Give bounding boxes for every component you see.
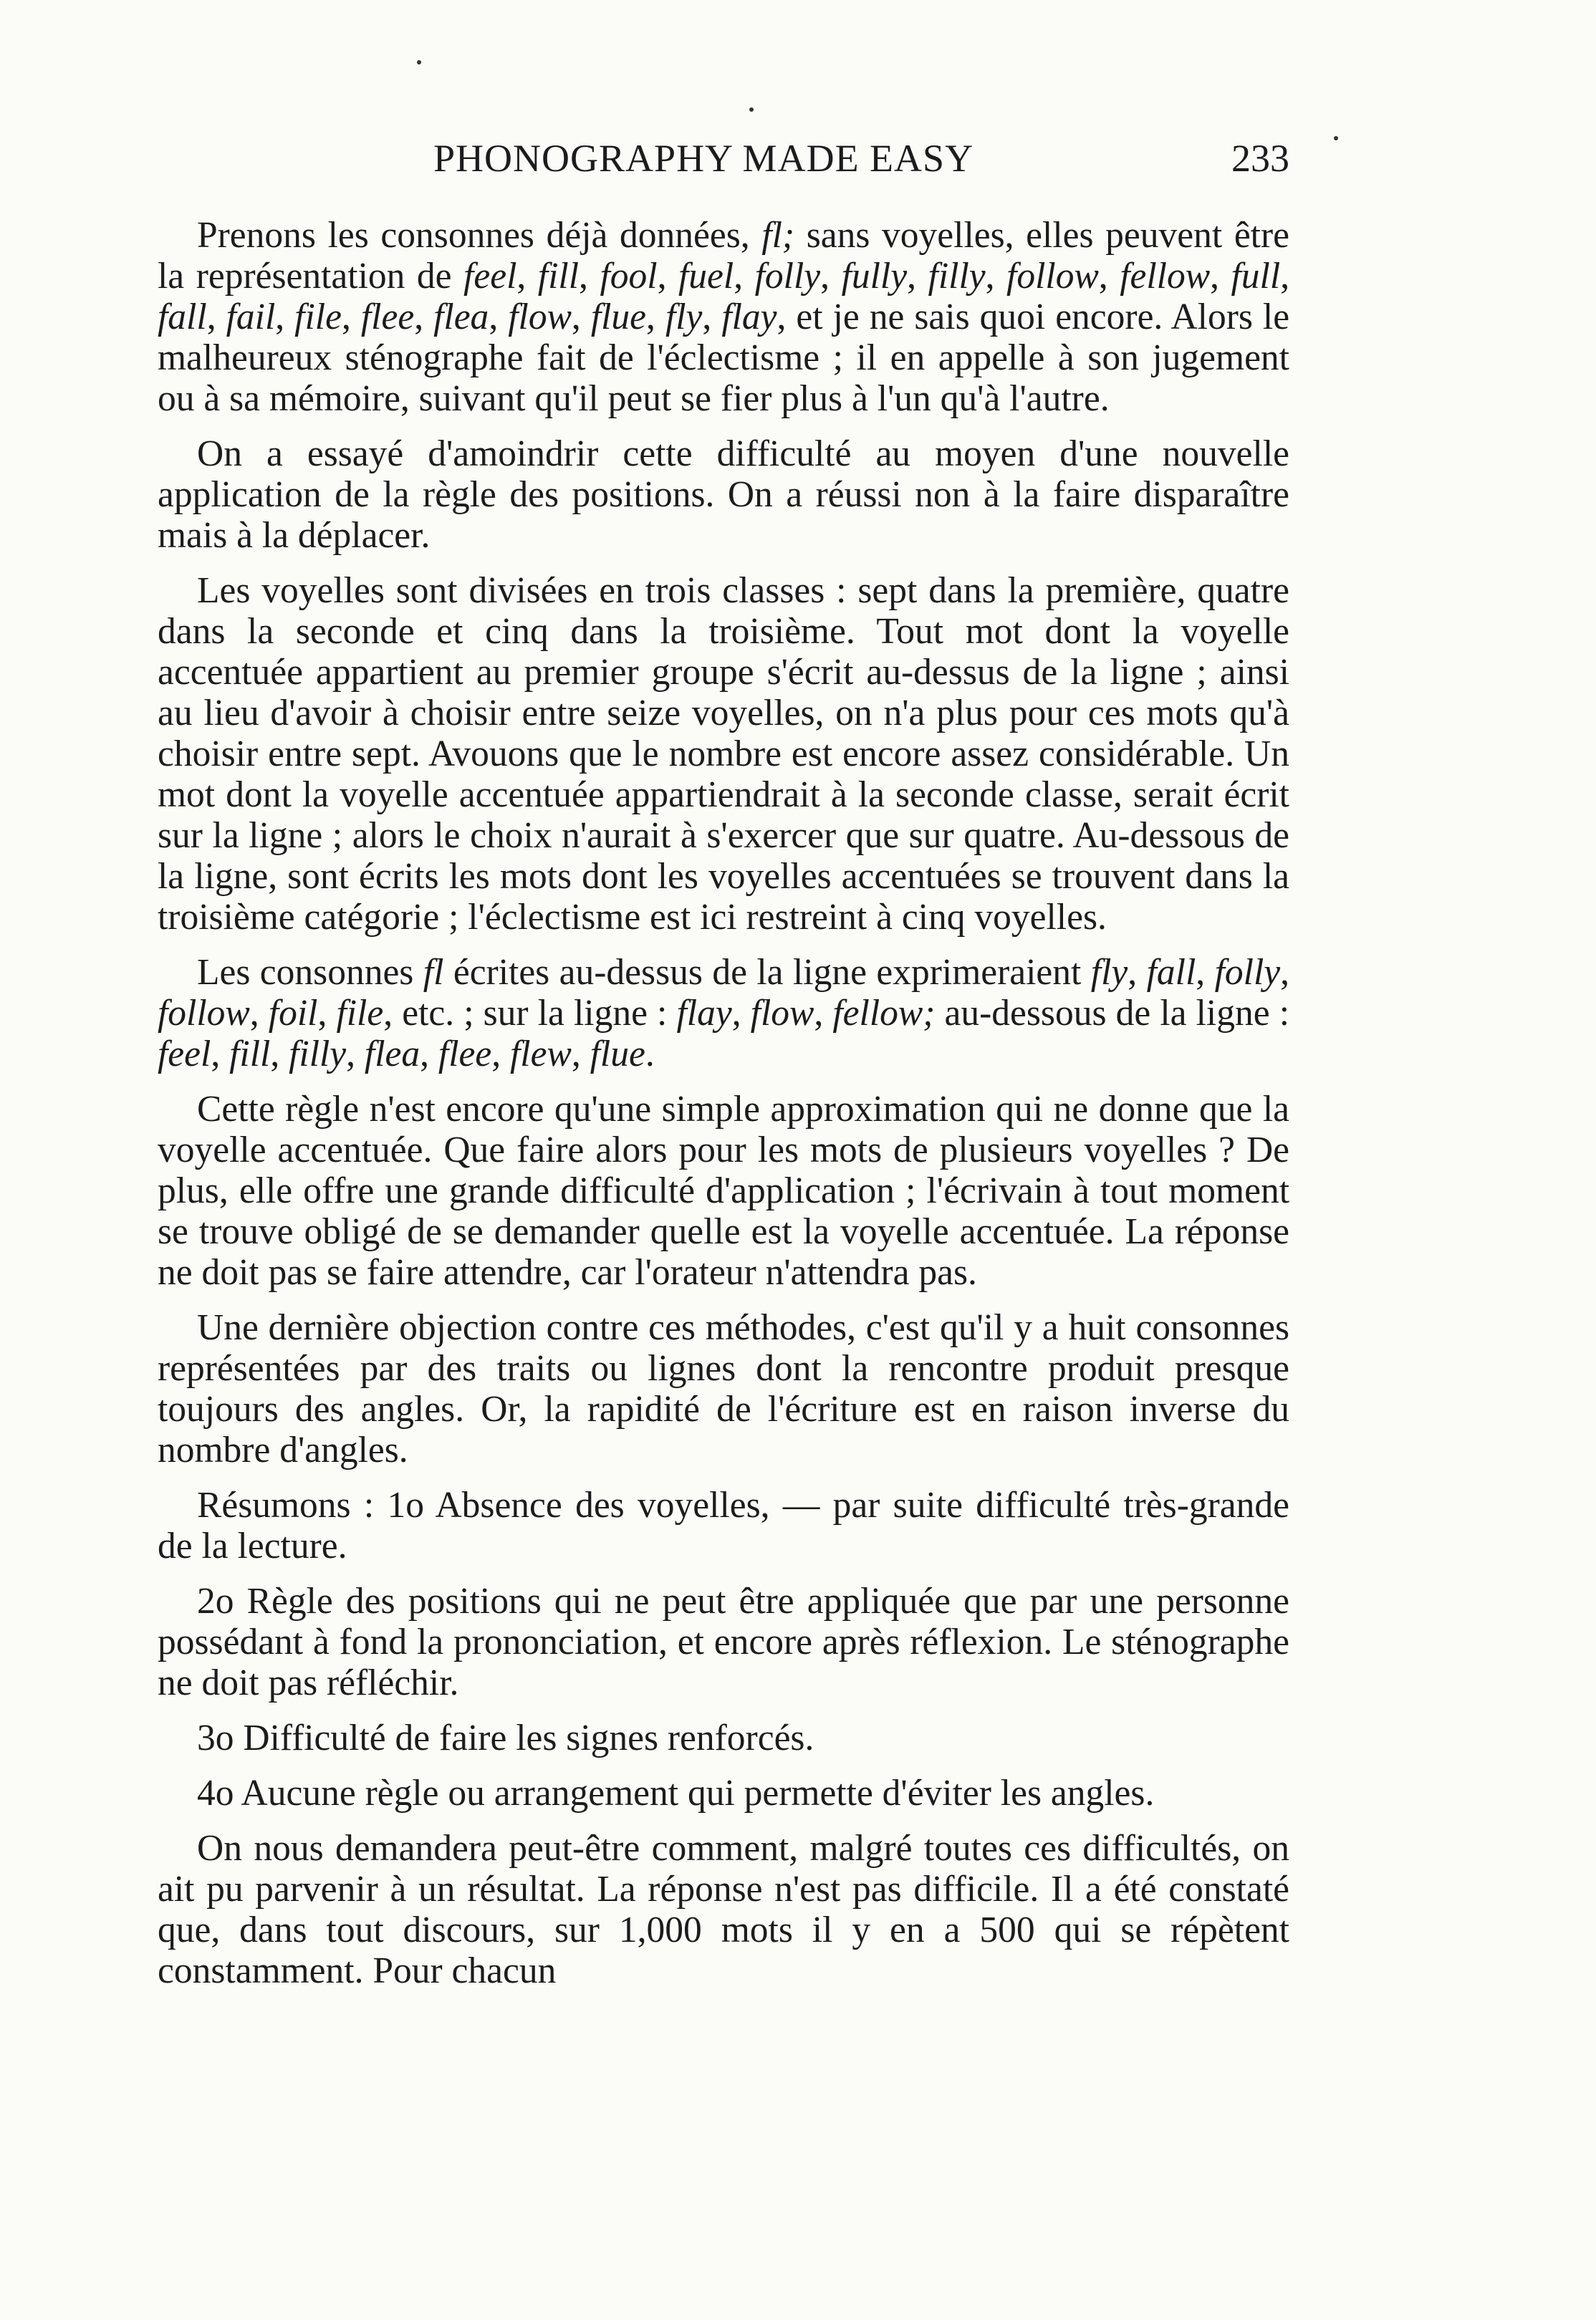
paragraph: On a essayé d'amoindrir cette difficulté au moyen d'une nouvelle application de la règle des positions. On a réussi non à la faire disparaître mais à la déplacer. (158, 433, 1289, 556)
print-speck (417, 60, 421, 64)
running-title: PHONOGRAPHY MADE EASY (433, 137, 974, 180)
paragraph: 3o Difficulté de faire les signes renforcés. (197, 1718, 814, 1758)
paragraph: Résumons : 1o Absence des voyelles, — par suite difficulté très-grande de la lecture. (158, 1485, 1289, 1566)
paragraph: Cette règle n'est encore qu'une simple approximation qui ne donne que la voyelle accentuée. Que faire alors pour les mots de plusieurs voyelles ? De plus, elle offre une grande difficulté d'application ; l'écrivain à tout moment se trouve obligé de se demander quelle est la voyelle accentuée. La réponse ne doit pas se faire attendre, car l'orateur n'attendra pas. (158, 1089, 1289, 1293)
paragraph: Une dernière objection contre ces méthodes, c'est qu'il y a huit consonnes représentées par des traits ou lignes dont la rencontre produit presque toujours des angles. Or, la rapidité de l'écriture est en raison inverse du nombre d'angles. (158, 1307, 1289, 1471)
print-speck (1334, 136, 1338, 140)
paragraph: 4o Aucune règle ou arrangement qui permette d'éviter les angles. (197, 1773, 1155, 1814)
page-number: 233 (1231, 137, 1289, 180)
page-header (193, 136, 1289, 186)
body-text (158, 215, 1289, 2006)
paragraph: 2o Règle des positions qui ne peut être appliquée que par une personne possédant à fond la prononciation, et encore après réflexion. Le sténographe ne doit pas réfléchir. (158, 1581, 1289, 1703)
print-speck (749, 107, 754, 112)
paragraph: Prenons les consonnes déjà données, fl; sans voyelles, elles peuvent être la représentation de feel, fill, fool, fuel, folly, fully, filly, follow, fellow, full, fall, fail, file, flee, flea, flow, flue, fly, flay, et je ne sais quoi encore. Alors le malheureux sténographe fait de l'éclectisme ; il en appelle à son jugement ou à sa mémoire, suivant qu'il peut se fier plus à l'un qu'à l'autre. (158, 215, 1290, 419)
paragraph: Les consonnes fl écrites au-dessus de la ligne exprimeraient fly, fall, folly, follow, foil, file, etc. ; sur la ligne : flay, flow, fellow; au-dessous de la ligne : feel, fill, filly, flea, flee, flew, flue. (158, 952, 1289, 1074)
paragraph: Les voyelles sont divisées en trois classes : sept dans la première, quatre dans la seconde et cinq dans la troisième. Tout mot dont la voyelle accentuée appartient au premier groupe s'écrit au-dessus de la ligne ; ainsi au lieu d'avoir à choisir entre seize voyelles, on n'a plus pour ces mots qu'à choisir entre sept. Avouons que le nombre est encore assez considérable. Un mot dont la voyelle accentuée appartiendrait à la seconde classe, serait écrit sur la ligne ; alors le choix n'aurait à s'exercer que sur quatre. Au-dessous de la ligne, sont écrits les mots dont les voyelles accentuées se trouvent dans la troisième catégorie ; l'éclectisme est ici restreint à cinq voyelles. (158, 570, 1289, 938)
paragraph: On nous demandera peut-être comment, malgré toutes ces difficultés, on ait pu parvenir à un résultat. La réponse n'est pas difficile. Il a été constaté que, dans tout discours, sur 1,000 mots il y en a 500 qui se répètent constamment. Pour chacun (158, 1828, 1289, 1991)
